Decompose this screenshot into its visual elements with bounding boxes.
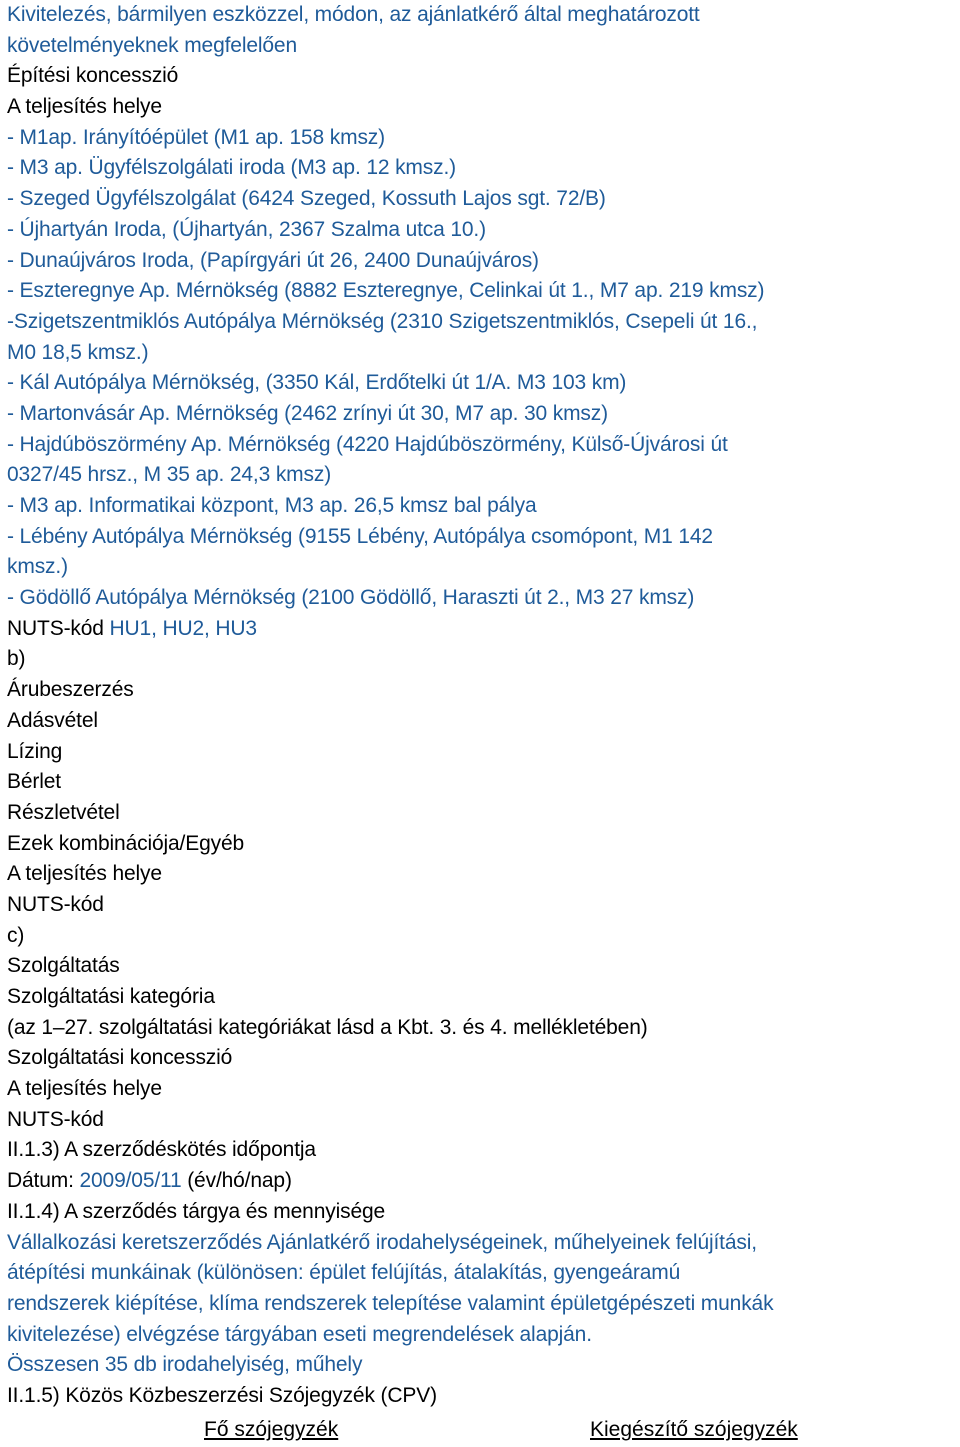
text-line: Adásvétel (7, 708, 98, 732)
text-segment: 2009/05/11 (79, 1169, 182, 1193)
text-segment: Dátum: (7, 1169, 80, 1193)
text-line: - Lébény Autópálya Mérnökség (9155 Lébény, Autópálya csomópont, M1 142 (7, 524, 713, 548)
text-line: Vállalkozási keretszerződés Ajánlatkérő irodahelységeinek, műhelyeinek felújítási, (7, 1230, 757, 1254)
text-line: Árubeszerzés (7, 678, 134, 702)
cpv-vocabulary-headings (0, 1414, 960, 1446)
text-segment: (év/hó/nap) (181, 1169, 292, 1193)
text-line: követelményeknek megfelelően (7, 33, 297, 57)
text-line: - M1ap. Irányítóépület (M1 ap. 158 kmsz) (7, 125, 385, 149)
text-line: c) (7, 923, 25, 947)
text-line: 0327/45 hrsz., M 35 ap. 24,3 kmsz) (7, 463, 332, 487)
text-line: Építési koncesszió (7, 64, 179, 88)
text-line: II.1.3) A szerződéskötés időpontja (7, 1138, 316, 1162)
text-line: A teljesítés helye (7, 862, 162, 886)
text-line: rendszerek kiépítése, klíma rendszerek telepítése valamint épületgépészeti munkák (7, 1291, 774, 1315)
text-line: - Martonvásár Ap. Mérnökség (2462 zrínyi út 30, M7 ap. 30 kmsz) (7, 401, 608, 425)
text-line: b) (7, 647, 26, 671)
text-segment: HU1, HU2, HU3 (109, 616, 257, 640)
text-line: - Hajdúböszörmény Ap. Mérnökség (4220 Hajdúböszörmény, Külső-Újvárosi út (7, 432, 728, 456)
text-line: Szolgáltatási koncesszió (7, 1046, 233, 1070)
text-segment: NUTS-kód (7, 616, 110, 640)
text-line: A teljesítés helye (7, 95, 162, 119)
text-line: II.1.4) A szerződés tárgya és mennyisége (7, 1199, 386, 1223)
text-line: Lízing (7, 739, 63, 763)
text-line: A teljesítés helye (7, 1077, 162, 1101)
text-line: Ezek kombinációja/Egyéb (7, 831, 245, 855)
text-line: - Gödöllő Autópálya Mérnökség (2100 Gödöllő, Haraszti út 2., M3 27 kmsz) (7, 586, 695, 610)
text-line: II.1.5) Közös Közbeszerzési Szójegyzék (CPV) (7, 1383, 437, 1407)
text-line: Szolgáltatás (7, 954, 120, 978)
text-line: NUTS-kód (7, 892, 104, 916)
main-vocabulary-link[interactable]: Fő szójegyzék (204, 1418, 339, 1441)
text-line: (az 1–27. szolgáltatási kategóriákat lásd a Kbt. 3. és 4. mellékletében) (7, 1015, 648, 1039)
text-line: Bérlet (7, 770, 61, 794)
text-line: M0 18,5 kmsz.) (7, 340, 149, 364)
text-line: - Szeged Ügyfélszolgálat (6424 Szeged, Kossuth Lajos sgt. 72/B) (7, 187, 606, 211)
text-line: Szolgáltatási kategória (7, 985, 215, 1008)
document-body (7, 0, 957, 1412)
text-line: - Újhartyán Iroda, (Újhartyán, 2367 Szalma utca 10.) (7, 217, 486, 241)
text-line (7, 1166, 957, 1197)
text-line: Kivitelezés, bármilyen eszközzel, módon, az ajánlatkérő által meghatározott (7, 3, 700, 26)
text-line: NUTS-kód (7, 1107, 104, 1131)
text-line: - M3 ap. Ügyfélszolgálati iroda (M3 ap. 12 kmsz.) (7, 156, 456, 180)
text-line: Összesen 35 db irodahelyiség, műhely (7, 1353, 363, 1377)
text-line: - Eszteregnye Ap. Mérnökség (8882 Eszteregnye, Celinkai út 1., M7 ap. 219 kmsz) (7, 279, 765, 303)
text-line: kivitelezése) elvégzése tárgyában eseti megrendelések alapján. (7, 1322, 592, 1346)
supplementary-vocabulary-link[interactable]: Kiegészítő szójegyzék (590, 1418, 798, 1441)
text-line: - Dunaújváros Iroda, (Papírgyári út 26, 2400 Dunaújváros) (7, 248, 539, 272)
text-line: - Kál Autópálya Mérnökség, (3350 Kál, Erdőtelki út 1/A. M3 103 km) (7, 371, 627, 395)
text-line (7, 614, 957, 645)
text-line: -Szigetszentmiklós Autópálya Mérnökség (2310 Szigetszentmiklós, Csepeli út 16., (7, 309, 758, 333)
text-line: átépítési munkáinak (különösen: épület felújítás, átalakítás, gyengeáramú (7, 1261, 681, 1285)
text-line: Részletvétel (7, 800, 120, 824)
text-line: kmsz.) (7, 555, 68, 579)
text-line: - M3 ap. Informatikai központ, M3 ap. 26,5 kmsz bal pálya (7, 494, 537, 517)
